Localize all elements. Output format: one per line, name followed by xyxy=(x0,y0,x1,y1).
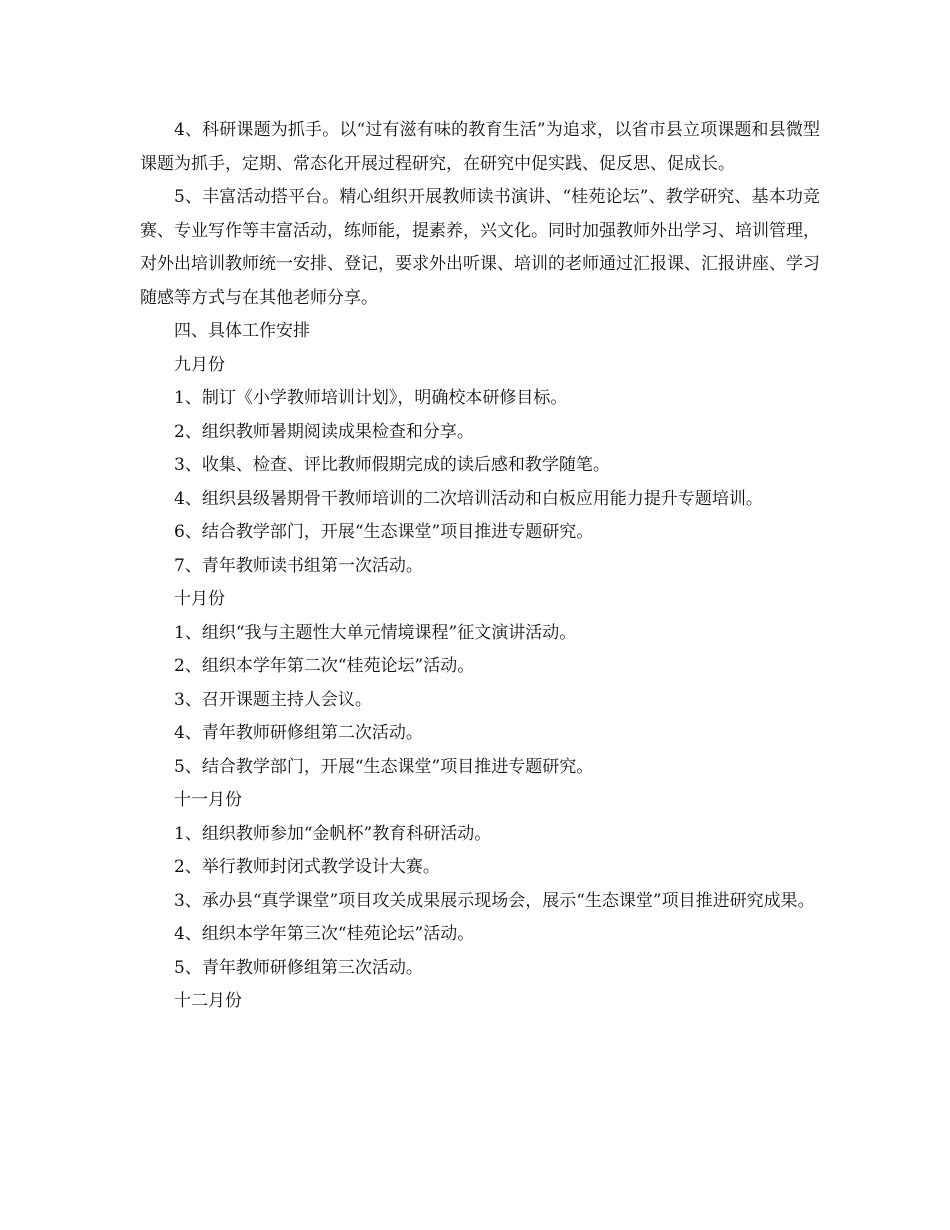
list-item: 5、青年教师研修组第三次活动。 xyxy=(174,957,423,978)
section-heading: 四、具体工作安排 xyxy=(174,321,310,341)
list-item: 3、收集、检查、评比教师假期完成的读后感和教学随笔。 xyxy=(174,455,610,475)
list-item: 6、结合教学部门，开展“生态课堂”项目推进专题研究。 xyxy=(174,522,594,542)
month-heading-october: 十月份 xyxy=(174,589,225,609)
list-item: 2、组织本学年第二次“桂苑论坛”活动。 xyxy=(174,656,475,676)
list-item: 1、制订《小学教师培训计划》，明确校本研修目标。 xyxy=(174,388,568,408)
month-heading-december: 十二月份 xyxy=(174,991,242,1011)
list-item: 1、组织教师参加“金帆杯”教育科研活动。 xyxy=(174,823,492,844)
list-item: 1、组织“我与主题性大单元情境课程”征文演讲活动。 xyxy=(174,622,577,643)
month-heading-september: 九月份 xyxy=(174,354,225,375)
list-item: 3、承办县“真学课堂”项目攻关成果展示现场会，展示“生态课堂”项目推进研究成果。 xyxy=(174,890,815,911)
document-body xyxy=(140,114,820,1019)
list-item: 2、举行教师封闭式教学设计大赛。 xyxy=(174,857,440,877)
month-heading-november: 十一月份 xyxy=(174,790,242,810)
list-item: 4、组织本学年第三次“桂苑论坛”活动。 xyxy=(174,924,475,944)
paragraph-research-topics: 4、科研课题为抓手。以“过有滋有味的教育生活”为追求，以省市县立项课题和县微型课题为抓手，定期、常态化开展过程研究，在研究中促实践、促反思、促成长。 xyxy=(140,120,820,174)
list-item: 4、组织县级暑期骨干教师培训的二次培训活动和白板应用能力提升专题培训。 xyxy=(174,488,763,509)
list-item: 3、召开课题主持人会议。 xyxy=(174,689,372,710)
list-item: 4、青年教师研修组第二次活动。 xyxy=(174,723,423,743)
paragraph-rich-activities: 5、丰富活动搭平台。精心组织开展教师读书演讲、“桂苑论坛”、教学研究、基本功竞赛、专业写作等丰富活动，练师能，提素养，兴文化。同时加强教师外出学习、培训管理，对外出培训教师统一安排、登记，要求外出听课、培训的老师通过汇报课、汇报讲座、学习随感等方式与在其他老师分享。 xyxy=(140,187,820,308)
list-item: 7、青年教师读书组第一次活动。 xyxy=(174,555,423,576)
list-item: 5、结合教学部门，开展“生态课堂”项目推进专题研究。 xyxy=(174,756,594,777)
list-item: 2、组织教师暑期阅读成果检查和分享。 xyxy=(174,421,474,442)
